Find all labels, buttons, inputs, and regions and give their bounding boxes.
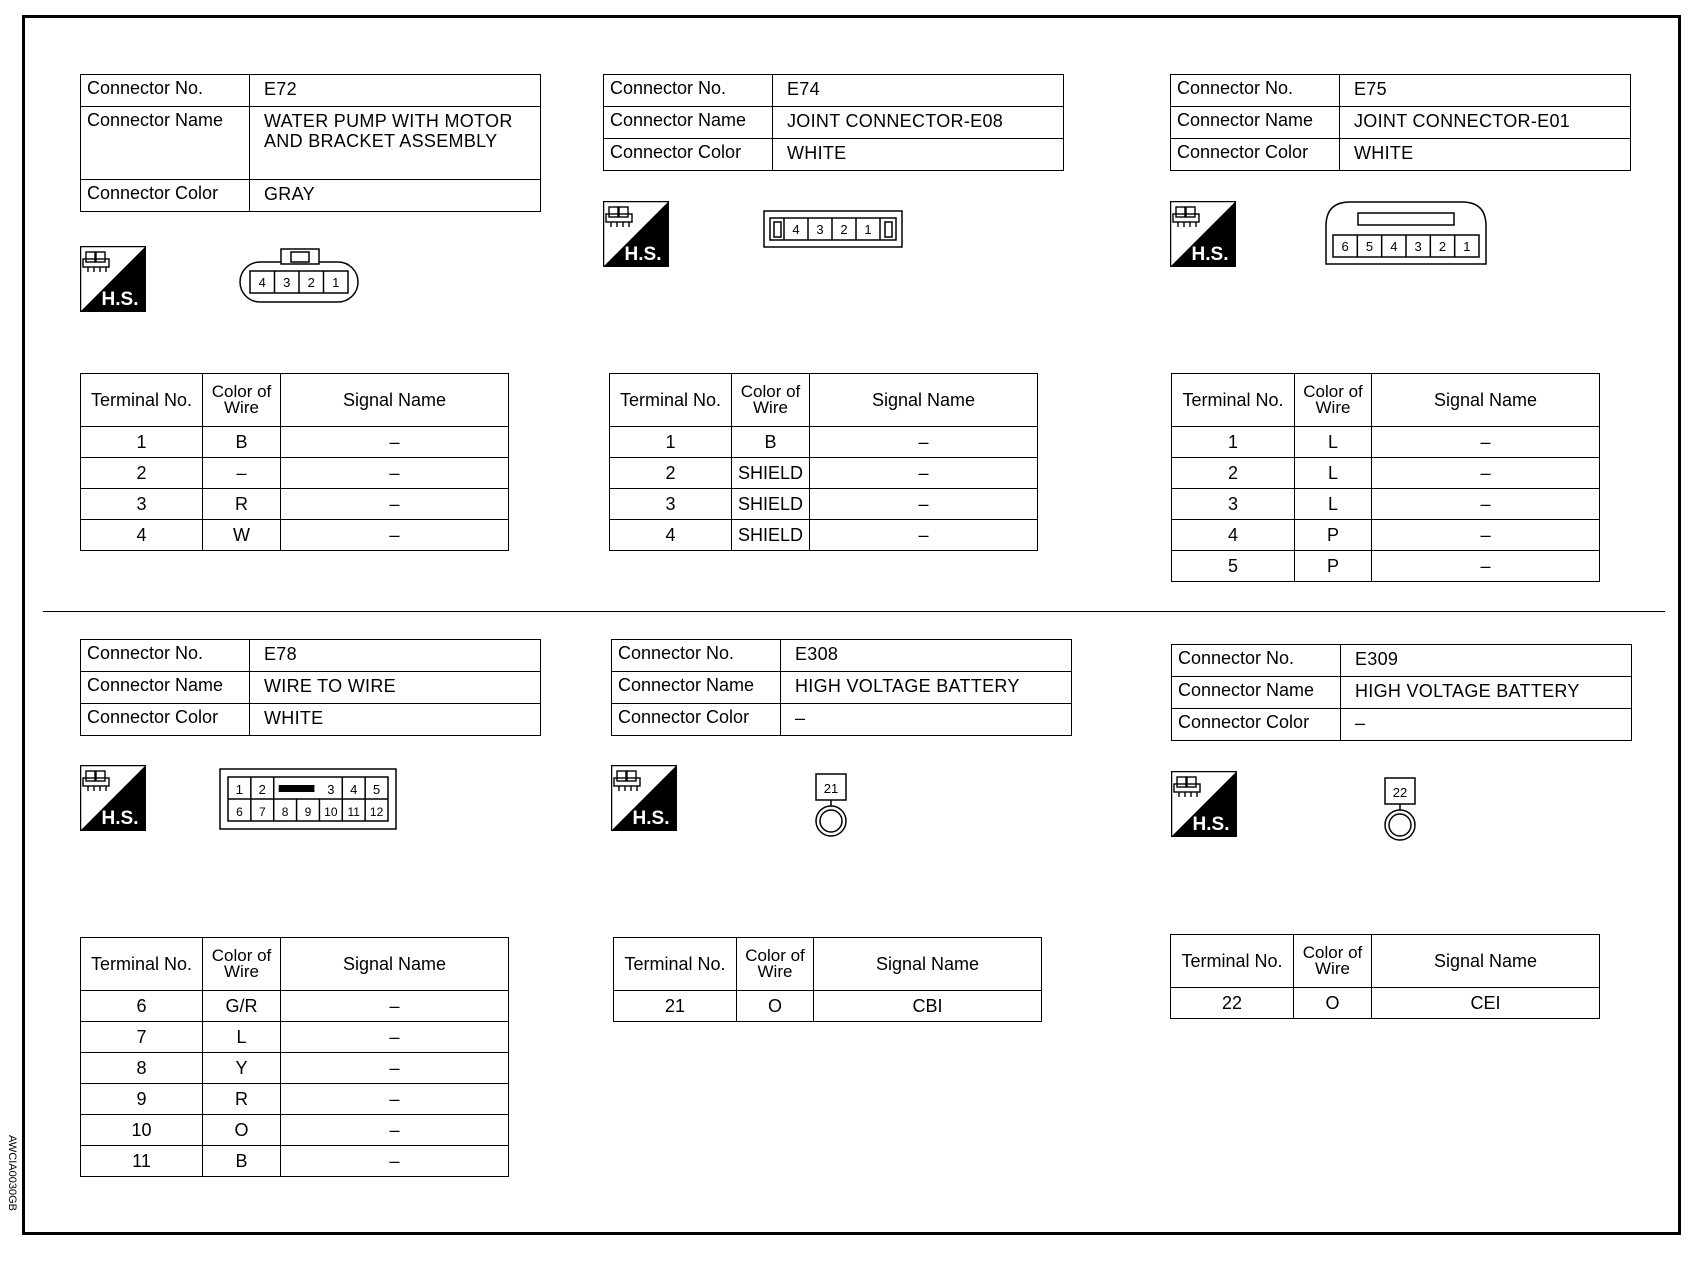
wire-color-cell: R [203, 489, 281, 520]
terminal-table-header [81, 938, 509, 991]
connector-color-label: Connector Color [612, 704, 781, 736]
connector-color-label: Connector Color [81, 704, 250, 736]
terminal-no-cell: 9 [81, 1084, 203, 1115]
color-of-wire-header: Color of Wire [203, 938, 281, 991]
wire-color-cell: SHIELD [732, 489, 810, 520]
terminal-table-header [81, 374, 509, 427]
connector-name-row [81, 672, 541, 704]
signal-name-header: Signal Name [1372, 374, 1600, 427]
terminal-table-header [614, 938, 1042, 991]
signal-name-cell: – [810, 458, 1038, 489]
terminal-row [1172, 458, 1600, 489]
wire-color-cell: SHIELD [732, 458, 810, 489]
signal-name-header: Signal Name [810, 374, 1038, 427]
signal-name-cell: – [281, 1146, 509, 1177]
signal-name-cell: – [810, 520, 1038, 551]
signal-name-cell: – [281, 520, 509, 551]
connector-info-table [80, 74, 541, 212]
terminal-no-cell: 3 [81, 489, 203, 520]
hs-label: H.S. [624, 244, 662, 265]
signal-name-cell: – [281, 1053, 509, 1084]
pin-number: 1 [864, 222, 872, 237]
terminal-no-header: Terminal No. [81, 374, 203, 427]
connector-color-label: Connector Color [1171, 139, 1340, 171]
connector-color-value: GRAY [250, 180, 541, 212]
terminal-table [613, 937, 1042, 1022]
terminal-row [1172, 520, 1600, 551]
hs-label: H.S. [101, 289, 139, 310]
wire-color-cell: W [203, 520, 281, 551]
terminal-row [81, 1053, 509, 1084]
connector-no-label: Connector No. [604, 75, 773, 107]
terminal-no-header: Terminal No. [81, 938, 203, 991]
terminal-no-header: Terminal No. [610, 374, 732, 427]
pin-number: 1 [1463, 239, 1471, 254]
signal-name-cell: – [810, 427, 1038, 458]
hs-harness-side-icon [1170, 201, 1236, 267]
terminal-no-cell: 21 [614, 991, 737, 1022]
wire-color-cell: – [203, 458, 281, 489]
connector-name-row [612, 672, 1072, 704]
connector-no-row [81, 640, 541, 672]
pin-number: 4 [258, 275, 266, 290]
signal-name-cell: – [281, 991, 509, 1022]
signal-name-header: Signal Name [281, 374, 509, 427]
pin-number: 10 [324, 805, 338, 819]
connector-no-row [1171, 75, 1631, 107]
signal-name-cell: – [810, 489, 1038, 520]
connector-color-label: Connector Color [81, 180, 250, 212]
section-divider [43, 611, 1665, 612]
connector-no-value: E309 [1341, 645, 1632, 677]
pin-number: 1 [235, 782, 244, 797]
connector-color-label: Connector Color [1172, 709, 1341, 741]
terminal-no-cell: 7 [81, 1022, 203, 1053]
signal-name-cell: CBI [814, 991, 1042, 1022]
terminal-no-cell: 1 [610, 427, 732, 458]
terminal-row [81, 427, 509, 458]
terminal-no-header: Terminal No. [614, 938, 737, 991]
color-of-wire-header: Color of Wire [737, 938, 814, 991]
color-of-wire-header: Color of Wire [1294, 935, 1372, 988]
hs-label: H.S. [1192, 814, 1230, 835]
wire-color-cell: B [203, 427, 281, 458]
terminal-no-cell: 2 [610, 458, 732, 489]
connector-color-value: WHITE [250, 704, 541, 736]
terminal-no-header: Terminal No. [1171, 935, 1294, 988]
connector-info-table [1171, 644, 1632, 741]
terminal-row [81, 1022, 509, 1053]
connector-name-row [604, 107, 1064, 139]
connector-info-table [80, 639, 541, 736]
connector-no-label: Connector No. [612, 640, 781, 672]
signal-name-header: Signal Name [814, 938, 1042, 991]
pin-number: 3 [1414, 239, 1422, 254]
terminal-table [1171, 373, 1600, 582]
pin-number: 21 [823, 781, 839, 796]
pin-number: 2 [1438, 239, 1447, 254]
terminal-no-cell: 22 [1171, 988, 1294, 1019]
terminal-no-cell: 1 [81, 427, 203, 458]
connector-name-label: Connector Name [1171, 107, 1340, 139]
terminal-row [610, 489, 1038, 520]
signal-name-cell: – [281, 427, 509, 458]
terminal-row [610, 520, 1038, 551]
terminal-table-header [610, 374, 1038, 427]
hs-harness-side-icon [611, 765, 677, 831]
terminal-row [610, 427, 1038, 458]
connector-no-label: Connector No. [81, 75, 250, 107]
pin-number: 5 [372, 782, 381, 797]
connector-name-value: WIRE TO WIRE [250, 672, 541, 704]
connector-no-value: E78 [250, 640, 541, 672]
terminal-table [1170, 934, 1600, 1019]
connector-name-row [81, 107, 541, 180]
pin-number: 12 [369, 805, 384, 819]
signal-name-cell: – [281, 489, 509, 520]
terminal-no-cell: 6 [81, 991, 203, 1022]
terminal-row [81, 458, 509, 489]
pin-number: 5 [1365, 239, 1374, 254]
wire-color-cell: L [1295, 427, 1372, 458]
pin-number: 4 [792, 222, 800, 237]
connector-color-row [81, 704, 541, 736]
connector-color-value: WHITE [773, 139, 1064, 171]
pin-number: 6 [236, 805, 243, 819]
connector-color-value: – [781, 704, 1072, 736]
terminal-row [81, 489, 509, 520]
hs-label: H.S. [1191, 244, 1229, 265]
connector-name-label: Connector Name [604, 107, 773, 139]
terminal-row [1171, 988, 1600, 1019]
terminal-no-cell: 3 [1172, 489, 1295, 520]
connector-name-label: Connector Name [81, 672, 250, 704]
terminal-table [609, 373, 1038, 551]
pin-number: 9 [304, 805, 312, 819]
connector-face-diagram [1324, 200, 1488, 266]
terminal-no-cell: 2 [81, 458, 203, 489]
signal-name-cell: – [281, 1115, 509, 1146]
wire-color-cell: R [203, 1084, 281, 1115]
terminal-no-cell: 4 [610, 520, 732, 551]
signal-name-cell: – [1372, 427, 1600, 458]
connector-no-value: E308 [781, 640, 1072, 672]
connector-color-row [1172, 709, 1632, 741]
wire-color-cell: B [732, 427, 810, 458]
hs-harness-side-icon [80, 765, 146, 831]
terminal-table [80, 373, 509, 551]
terminal-row [1172, 427, 1600, 458]
pin-number: 6 [1341, 239, 1349, 254]
terminal-no-cell: 8 [81, 1053, 203, 1084]
connector-face-diagram [1381, 776, 1421, 842]
connector-no-label: Connector No. [1172, 645, 1341, 677]
hs-label: H.S. [632, 808, 670, 829]
wire-color-cell: O [1294, 988, 1372, 1019]
wire-color-cell: Y [203, 1053, 281, 1084]
signal-name-cell: – [281, 1022, 509, 1053]
pin-number: 1 [332, 275, 340, 290]
connector-color-value: – [1341, 709, 1632, 741]
connector-name-label: Connector Name [1172, 677, 1341, 709]
connector-color-row [612, 704, 1072, 736]
color-of-wire-header: Color of Wire [732, 374, 810, 427]
signal-name-cell: – [281, 1084, 509, 1115]
terminal-table-header [1172, 374, 1600, 427]
wire-color-cell: L [1295, 458, 1372, 489]
connector-color-value: WHITE [1340, 139, 1631, 171]
terminal-no-cell: 4 [81, 520, 203, 551]
pin-number: 2 [307, 275, 315, 290]
wire-color-cell: P [1295, 551, 1372, 582]
connector-no-value: E72 [250, 75, 541, 107]
pin-number: 4 [1390, 239, 1398, 254]
pin-number: 4 [350, 782, 358, 797]
signal-name-header: Signal Name [281, 938, 509, 991]
connector-no-row [612, 640, 1072, 672]
connector-no-row [604, 75, 1064, 107]
terminal-no-cell: 10 [81, 1115, 203, 1146]
connector-name-value: HIGH VOLTAGE BATTERY [1341, 677, 1632, 709]
signal-name-cell: – [1372, 489, 1600, 520]
signal-name-cell: – [1372, 458, 1600, 489]
terminal-row [81, 991, 509, 1022]
hs-harness-side-icon [80, 246, 146, 312]
wire-color-cell: SHIELD [732, 520, 810, 551]
terminal-table [80, 937, 509, 1177]
connector-face-diagram [762, 209, 904, 249]
connector-info-table [1170, 74, 1631, 171]
hs-harness-side-icon [603, 201, 669, 267]
color-of-wire-header: Color of Wire [203, 374, 281, 427]
signal-name-header: Signal Name [1372, 935, 1600, 988]
pin-number: 3 [283, 275, 291, 290]
hs-harness-side-icon [1171, 771, 1237, 837]
connector-name-value: HIGH VOLTAGE BATTERY [781, 672, 1072, 704]
pin-number: 11 [347, 805, 360, 819]
signal-name-cell: – [1372, 520, 1600, 551]
terminal-row [81, 1115, 509, 1146]
connector-name-label: Connector Name [612, 672, 781, 704]
connector-name-row [1172, 677, 1632, 709]
wire-color-cell: O [737, 991, 814, 1022]
connector-name-label: Connector Name [81, 107, 250, 180]
pin-number: 2 [840, 222, 848, 237]
signal-name-cell: CEI [1372, 988, 1600, 1019]
connector-name-value: WATER PUMP WITH MOTOR AND BRACKET ASSEMBLY [250, 107, 541, 180]
connector-no-label: Connector No. [81, 640, 250, 672]
connector-name-value: JOINT CONNECTOR-E01 [1340, 107, 1631, 139]
hs-label: H.S. [101, 808, 139, 829]
connector-color-row [81, 180, 541, 212]
terminal-row [1172, 551, 1600, 582]
pin-number: 3 [816, 222, 824, 237]
signal-name-cell: – [281, 458, 509, 489]
connector-info-table [603, 74, 1064, 171]
connector-face-diagram [812, 772, 852, 838]
terminal-row [614, 991, 1042, 1022]
wire-color-cell: L [203, 1022, 281, 1053]
pin-number: 22 [1392, 785, 1408, 800]
pin-number: 8 [281, 805, 289, 819]
connector-no-row [1172, 645, 1632, 677]
terminal-table-header [1171, 935, 1600, 988]
terminal-no-cell: 1 [1172, 427, 1295, 458]
terminal-no-cell: 5 [1172, 551, 1295, 582]
connector-no-row [81, 75, 541, 107]
terminal-row [81, 520, 509, 551]
connector-color-row [1171, 139, 1631, 171]
terminal-no-header: Terminal No. [1172, 374, 1295, 427]
pin-number: 7 [258, 805, 266, 819]
terminal-row [81, 1084, 509, 1115]
terminal-no-cell: 4 [1172, 520, 1295, 551]
wire-color-cell: L [1295, 489, 1372, 520]
terminal-row [81, 1146, 509, 1177]
wire-color-cell: O [203, 1115, 281, 1146]
pin-number: 3 [327, 782, 335, 797]
connector-name-row [1171, 107, 1631, 139]
wire-color-cell: G/R [203, 991, 281, 1022]
connector-info-table [611, 639, 1072, 736]
pin-number: 2 [258, 782, 266, 797]
connector-face-diagram [238, 247, 362, 305]
document-code: AWCIA0030GB [6, 1135, 18, 1212]
terminal-no-cell: 11 [81, 1146, 203, 1177]
connector-name-value: JOINT CONNECTOR-E08 [773, 107, 1064, 139]
connector-face-diagram [219, 768, 397, 830]
terminal-row [1172, 489, 1600, 520]
connector-color-label: Connector Color [604, 139, 773, 171]
connector-no-value: E74 [773, 75, 1064, 107]
signal-name-cell: – [1372, 551, 1600, 582]
connector-no-value: E75 [1340, 75, 1631, 107]
wire-color-cell: B [203, 1146, 281, 1177]
terminal-no-cell: 3 [610, 489, 732, 520]
terminal-no-cell: 2 [1172, 458, 1295, 489]
terminal-row [610, 458, 1038, 489]
wire-color-cell: P [1295, 520, 1372, 551]
connector-color-row [604, 139, 1064, 171]
connector-no-label: Connector No. [1171, 75, 1340, 107]
color-of-wire-header: Color of Wire [1295, 374, 1372, 427]
